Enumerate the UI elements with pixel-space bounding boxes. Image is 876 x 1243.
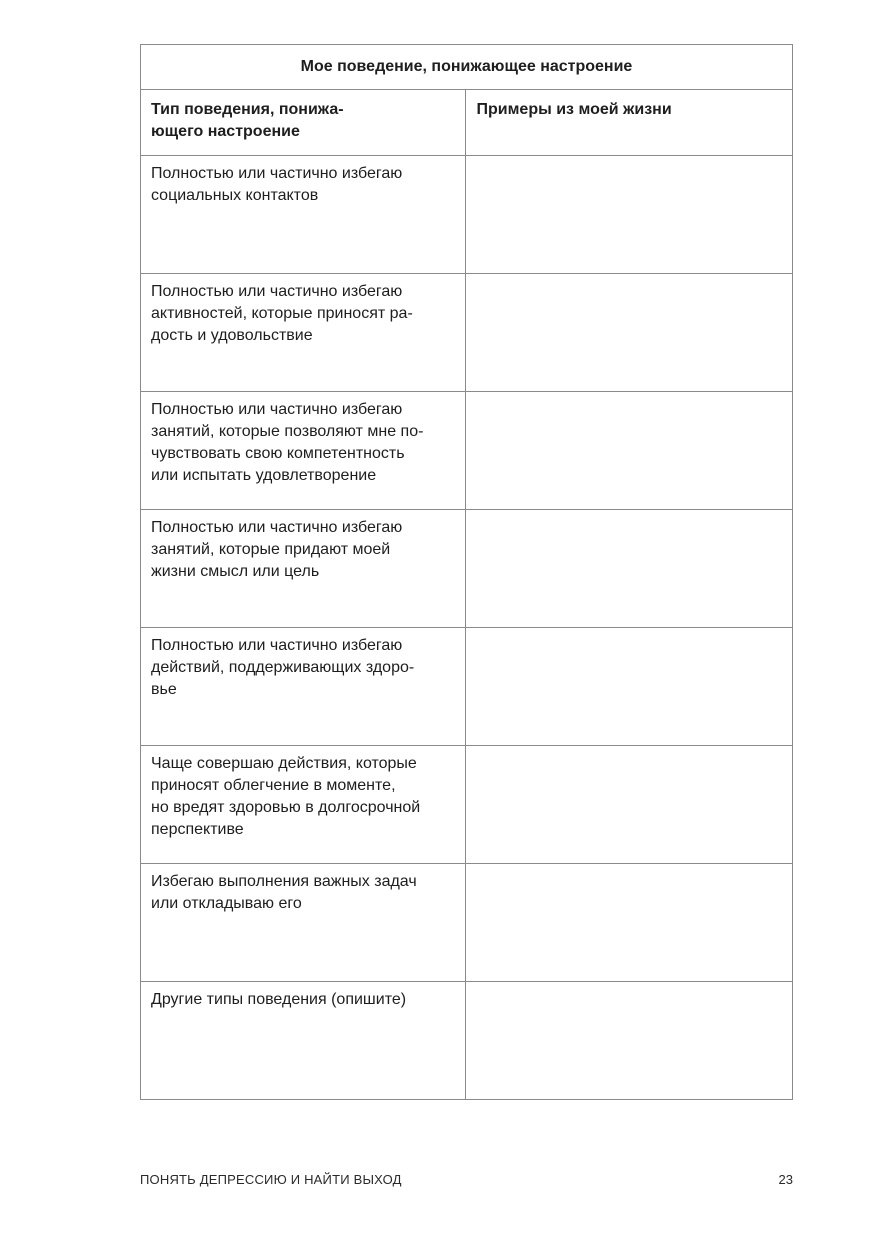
footer-book-title: ПОНЯТЬ ДЕПРЕССИЮ И НАЙТИ ВЫХОД <box>140 1172 402 1187</box>
behavior-text-line: Полностью или частично избегаю <box>151 283 403 300</box>
behavior-text-line: чувствовать свою компетентность <box>151 445 405 462</box>
behavior-text-line: Избегаю выполнения важных задач <box>151 873 417 890</box>
table-row <box>141 864 793 982</box>
behavior-text-line: занятий, которые позволяют мне по- <box>151 423 424 440</box>
behavior-text-line: Другие типы поведения (опишите) <box>151 991 407 1008</box>
example-answer-cell[interactable] <box>466 156 793 274</box>
behavior-text-line: действий, поддерживающих здоро- <box>151 659 415 676</box>
behavior-type-cell <box>141 392 466 510</box>
behavior-type-cell <box>141 746 466 864</box>
behavior-text-line: или испытать удовлетворение <box>151 467 377 484</box>
behavior-type-cell <box>141 864 466 982</box>
table-row <box>141 628 793 746</box>
behavior-text-line: Полностью или частично избегаю <box>151 519 403 536</box>
behavior-text-line: Чаще совершаю действия, которые <box>151 755 417 772</box>
behavior-type-cell <box>141 274 466 392</box>
column-header-behavior-type <box>141 90 466 156</box>
page-number: 23 <box>778 1172 793 1187</box>
behavior-text-line: приносят облегчение в моменте, <box>151 777 396 794</box>
table-row <box>141 510 793 628</box>
behavior-text-line: вье <box>151 681 177 698</box>
table-title: Мое поведение, понижающее настроение <box>141 45 793 90</box>
behavior-text-line: жизни смысл или цель <box>151 563 320 580</box>
example-answer-cell[interactable] <box>466 392 793 510</box>
behavior-worksheet-table <box>140 44 793 1100</box>
column-header-examples-label: Примеры из моей жизни <box>476 101 672 118</box>
behavior-text-line: Полностью или частично избегаю <box>151 165 403 182</box>
example-answer-cell[interactable] <box>466 628 793 746</box>
example-answer-cell[interactable] <box>466 274 793 392</box>
table-row <box>141 982 793 1100</box>
behavior-text-line: занятий, которые придают моей <box>151 541 391 558</box>
behavior-type-cell <box>141 156 466 274</box>
behavior-text-line: перспективе <box>151 821 244 838</box>
table-row <box>141 274 793 392</box>
behavior-type-cell <box>141 628 466 746</box>
table-row <box>141 392 793 510</box>
example-answer-cell[interactable] <box>466 746 793 864</box>
example-answer-cell[interactable] <box>466 864 793 982</box>
column-header-line: Тип поведения, понижа- <box>151 101 344 118</box>
behavior-type-cell <box>141 982 466 1100</box>
column-header-line: ющего настроение <box>151 123 300 140</box>
behavior-text-line: Полностью или частично избегаю <box>151 401 403 418</box>
behavior-text-line: или откладываю его <box>151 895 302 912</box>
behavior-text-line: но вредят здоровью в долгосрочной <box>151 799 421 816</box>
table-title-row <box>141 45 793 90</box>
behavior-type-cell <box>141 510 466 628</box>
behavior-text-line: активностей, которые приносят ра- <box>151 305 413 322</box>
behavior-text-line: социальных контактов <box>151 187 319 204</box>
table-header-row <box>141 90 793 156</box>
behavior-text-line: дость и удовольствие <box>151 327 313 344</box>
behavior-text-line: Полностью или частично избегаю <box>151 637 403 654</box>
example-answer-cell[interactable] <box>466 982 793 1100</box>
example-answer-cell[interactable] <box>466 510 793 628</box>
table-row <box>141 746 793 864</box>
column-header-examples <box>466 90 793 156</box>
table-row <box>141 156 793 274</box>
